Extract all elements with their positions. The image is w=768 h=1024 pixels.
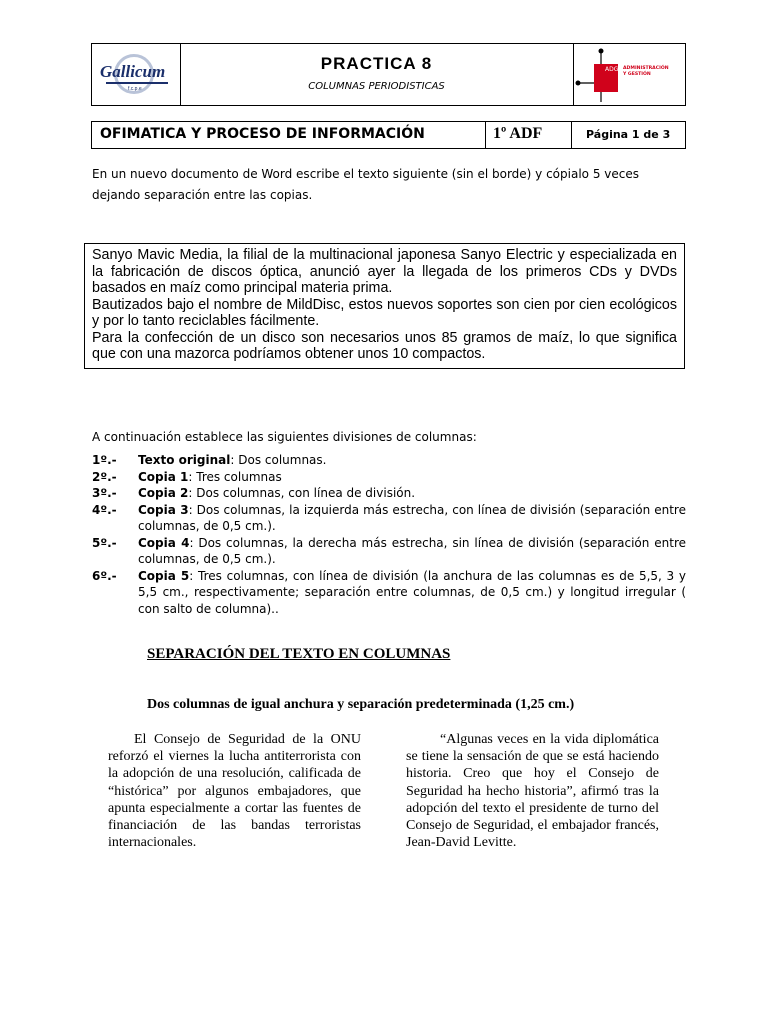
- header-title-cell: [180, 44, 574, 105]
- info-row: [91, 121, 686, 149]
- step-number: 4º.-: [92, 502, 117, 517]
- column-right-text: “Algunas veces en la vida diplomática se tiene la sensación de que se está haciendo historia. Creo que hoy el Consejo de Seguridad ha hecho historia”, afirmó tras la adopción del texto el presidente de turno del Consejo de Seguridad, el embajador francés, Jean-David Levitte.: [406, 732, 659, 851]
- gallicum-logo-tag: f.c.p.e: [128, 86, 142, 92]
- step-text: : Dos columnas.: [230, 453, 327, 467]
- gallicum-logo-underline: [106, 82, 168, 84]
- step-text: : Tres columnas: [188, 469, 282, 484]
- section-subtitle: Dos columnas de igual anchura y separación predeterminada (1,25 cm.): [147, 697, 575, 712]
- step-label: Copia 3: [138, 502, 189, 517]
- boxed-text: [84, 243, 685, 369]
- adg-logo-dot-top: [599, 49, 604, 54]
- step-number: 2º.-: [92, 469, 117, 484]
- step-text: : Dos columnas, la izquierda más estrecha, con línea de división (separación entre columnas, de 0,5 cm.).: [138, 502, 686, 533]
- column-left-text: El Consejo de Seguridad de la ONU reforzó el viernes la lucha antiterrorista con la adopción de una resolución, calificada de “histórica” por algunos embajadores, que apunta especialmente a cortar las fuentes de financiación de las bandas terroristas internacionales.: [108, 732, 361, 851]
- adg-logo-dot-left: [576, 81, 581, 86]
- list-item: [92, 485, 686, 502]
- header-logo-cell: [92, 44, 181, 105]
- step-number: 5º.-: [92, 535, 117, 550]
- list-item: [92, 452, 686, 469]
- subject-label: OFIMATICA Y PROCESO DE INFORMACIÓN: [100, 126, 425, 142]
- header-table: [91, 43, 686, 106]
- steps-list: [92, 452, 686, 617]
- page-number: Página 1 de 3: [586, 128, 671, 141]
- subject-cell: [92, 122, 486, 148]
- step-label: Copia 5: [138, 568, 190, 583]
- step-number: 1º.-: [92, 453, 117, 467]
- step-number: 3º.-: [92, 486, 117, 500]
- list-item: [92, 469, 686, 486]
- header-adg-logo-cell: [574, 44, 686, 105]
- step-text: : Dos columnas, con línea de división.: [188, 486, 416, 500]
- list-item: [92, 568, 686, 618]
- page-title: PRACTICA 8: [320, 54, 433, 73]
- boxed-paragraph: Para la confección de un disco son necesarios unos 85 gramos de maíz, lo que significa que con una mazorca podríamos obtener unos 10 compactos.: [92, 329, 677, 362]
- list-item: [92, 502, 686, 535]
- intro-paragraph: En un nuevo documento de Word escribe el texto siguiente (sin el borde) y cópialo 5 veces dejando separación entre las copias.: [92, 167, 639, 202]
- course-label: 1º ADF: [493, 125, 543, 142]
- course-cell: [485, 122, 572, 148]
- page-number-cell: [571, 122, 685, 148]
- adg-logo-badge: ADG: [605, 66, 619, 73]
- section-title: SEPARACIÓN DEL TEXTO EN COLUMNAS: [147, 646, 451, 662]
- step-label: Copia 1: [138, 469, 189, 484]
- adg-logo-line1: ADMINISTRACIÓN: [623, 66, 669, 71]
- step-text: : Tres columnas, con línea de división (la anchura de las columnas es de 5,5, 3 y 5,5 cm., respectivamente; separación entre columnas, de 0,5 cm.) y longitud irregular ( con salto de columna)..: [138, 568, 686, 616]
- list-item: [92, 535, 686, 568]
- boxed-paragraph: Bautizados bajo el nombre de MildDisc, estos nuevos soportes son cien por cien ecológicos y por lo tanto reciclables fácilmente.: [92, 296, 677, 329]
- page-subtitle: COLUMNAS PERIODISTICAS: [308, 81, 445, 92]
- adg-logo-line2: Y GESTIÓN: [623, 72, 651, 77]
- step-label: Copia 4: [138, 535, 190, 550]
- step-text: : Dos columnas, la derecha más estrecha, sin línea de división (separación entre columnas, de 0,5 cm.).: [138, 535, 686, 566]
- boxed-paragraph: Sanyo Mavic Media, la filial de la multinacional japonesa Sanyo Electric y especializada en la fabricación de discos óptica, anunció ayer la llegada de los primeros CDs y DVDs basados en maíz como principal materia prima.: [92, 247, 677, 296]
- step-label: Copia 2: [138, 486, 189, 500]
- step-label: Texto original: [138, 453, 231, 467]
- column-left: [108, 731, 361, 851]
- continuation-text: A continuación establece las siguientes divisiones de columnas:: [92, 430, 477, 444]
- step-number: 6º.-: [92, 568, 117, 583]
- adg-logo: [574, 44, 686, 105]
- gallicum-logo: Gallicum: [100, 62, 166, 81]
- column-right: [406, 731, 659, 851]
